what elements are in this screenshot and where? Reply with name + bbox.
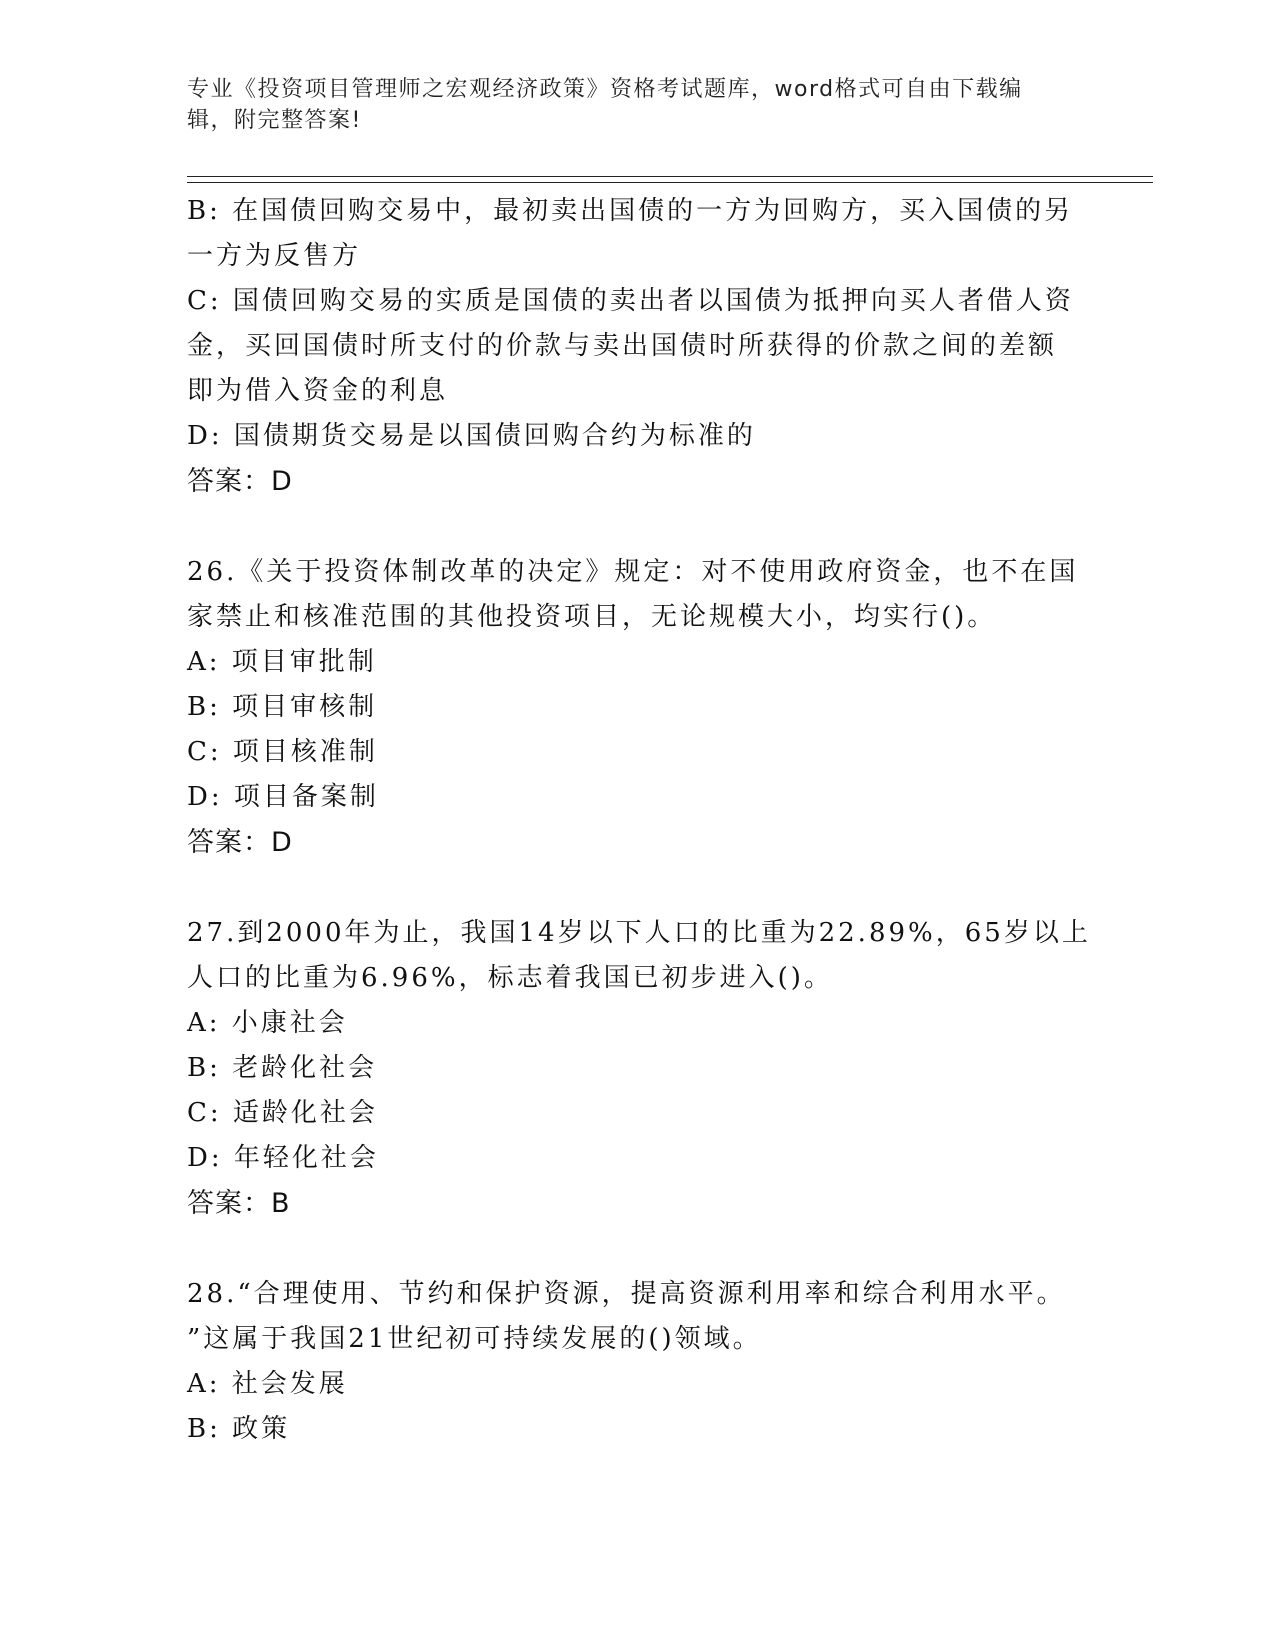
spacer — [187, 1226, 1087, 1272]
question-stem-line-1: 26.《关于投资体制改革的决定》规定：对不使用政府资金，也不在国 — [187, 557, 1079, 587]
question-stem-line-2: ”这属于我国21世纪初可持续发展的()领域。 — [187, 1324, 762, 1354]
question-25-fragment — [187, 189, 1087, 504]
header-double-rule — [187, 176, 1153, 183]
question-26 — [187, 550, 1087, 865]
option-c: C: 适龄化社会 — [187, 1098, 378, 1128]
header-line-2: 辑，附完整答案! — [187, 108, 362, 133]
option-b-line-2: 一方为反售方 — [187, 241, 362, 271]
option-c-line-3: 即为借入资金的利息 — [187, 376, 449, 406]
option-b: B: 政策 — [187, 1414, 291, 1444]
answer: 答案：D — [187, 827, 293, 858]
option-d: D: 年轻化社会 — [187, 1143, 379, 1173]
option-a: A: 小康社会 — [187, 1008, 348, 1038]
option-c-line-2: 金，买回国债时所支付的价款与卖出国债时所获得的价款之间的差额 — [187, 331, 1058, 361]
option-d: D: 国债期货交易是以国债回购合约为标准的 — [187, 421, 756, 451]
option-c: C: 项目核准制 — [187, 737, 378, 767]
spacer — [187, 865, 1087, 911]
answer: 答案：D — [187, 466, 293, 497]
question-stem-line-1: 28.“合理使用、节约和保护资源，提高资源利用率和综合利用水平。 — [187, 1279, 1066, 1309]
question-stem-line-1: 27.到2000年为止，我国14岁以下人口的比重为22.89%，65岁以上 — [187, 918, 1091, 948]
document-header — [187, 74, 1067, 136]
question-27 — [187, 911, 1091, 1226]
answer: 答案：B — [187, 1188, 291, 1219]
question-stem-line-2: 人口的比重为6.96%，标志着我国已初步进入()。 — [187, 963, 833, 993]
spacer — [187, 504, 1087, 550]
option-c-line-1: C: 国债回购交易的实质是国债的卖出者以国债为抵押向买人者借人资 — [187, 286, 1074, 316]
option-a: A: 社会发展 — [187, 1369, 348, 1399]
option-a: A: 项目审批制 — [187, 647, 377, 677]
question-28 — [187, 1272, 1087, 1452]
option-b: B: 老龄化社会 — [187, 1053, 378, 1083]
question-stem-line-2: 家禁止和核准范围的其他投资项目，无论规模大小，均实行()。 — [187, 602, 997, 632]
option-b-line-1: B: 在国债回购交易中，最初卖出国债的一方为回购方，买入国债的另 — [187, 196, 1074, 226]
header-line-1: 专业《投资项目管理师之宏观经济政策》资格考试题库，word格式可自由下载编 — [187, 77, 1023, 102]
option-d: D: 项目备案制 — [187, 782, 379, 812]
question-content — [187, 189, 1091, 1452]
option-b: B: 项目审核制 — [187, 692, 378, 722]
